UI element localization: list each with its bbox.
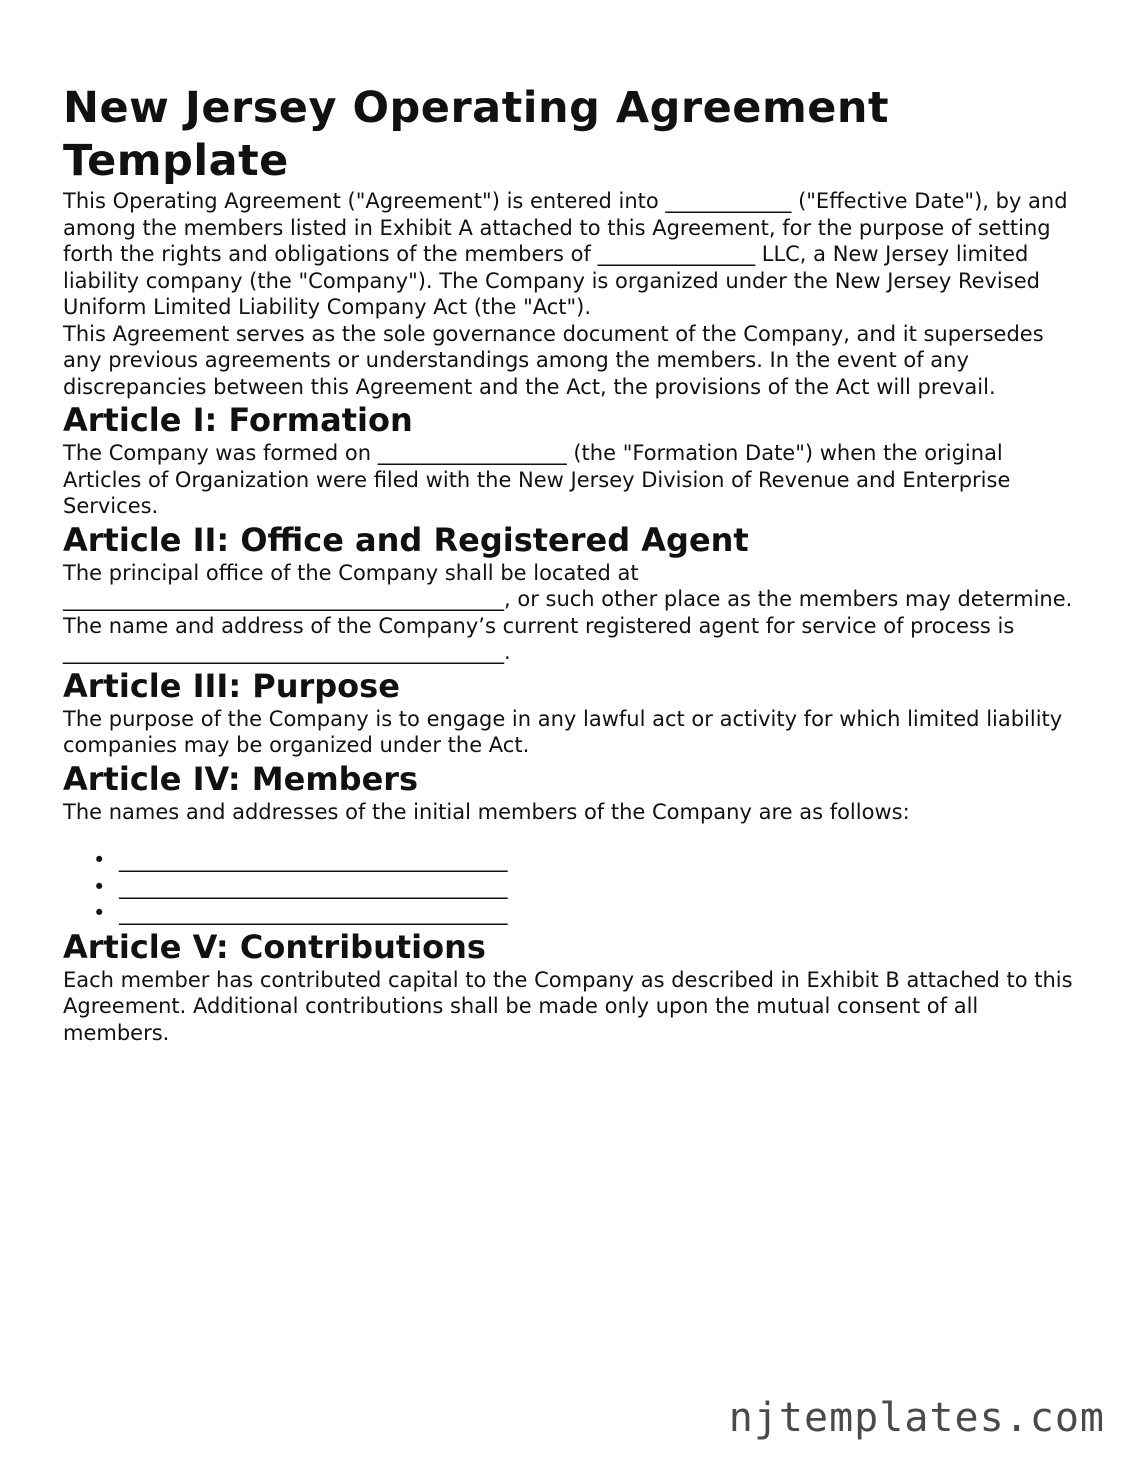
document-title: New Jersey Operating Agreement Template: [63, 83, 890, 186]
member-list-item: [93, 847, 1073, 874]
member-blank-line: _____________________________________: [119, 848, 508, 872]
article-body: Each member has contributed capital to the Company as described in Exhibit B attached to this Agreement. Additional contributions shall be made only upon the mutual consent of all members.: [63, 967, 1073, 1045]
member-list: [63, 847, 1073, 927]
article-members: [63, 759, 1073, 927]
article-heading: Article II: Office and Registered Agent: [63, 520, 749, 559]
article-formation: [63, 400, 1073, 520]
article-body: The purpose of the Company is to engage in any lawful act or activity for which limited liability companies may be organized under the Act.: [63, 706, 1063, 757]
article-office-agent: [63, 520, 1073, 666]
member-list-item: [93, 900, 1073, 927]
site-watermark: njtemplates.com: [728, 1395, 1105, 1441]
article-purpose: [63, 666, 1073, 759]
bullet-icon: •: [93, 848, 106, 872]
bullet-icon: •: [93, 874, 106, 899]
article-heading: Article IV: Members: [63, 759, 419, 798]
intro-paragraph-2: This Agreement serves as the sole governance document of the Company, and it supersedes any previous agreements or understandings among the members. In the event of any discrepancies between this Agreement and the Act, the provisions of the Act will prevail.: [63, 321, 1044, 399]
article-body: The names and addresses of the initial members of the Company are as follows:: [63, 799, 910, 824]
article-heading: Article III: Purpose: [63, 666, 400, 705]
intro-paragraph-1: This Operating Agreement ("Agreement") is entered into ____________ ("Effective Date"), by and among the members listed in Exhibit A attached to this Agreement, for the purpose of setting forth the rights and obligations of the members of _______________ LLC, a New Jersey limited liability company (the "Company"). The Company is organized under the New Jersey Revised Uniform Limited Liability Company Act (the "Act").: [63, 189, 1068, 319]
member-blank-line: _____________________________________: [119, 874, 508, 899]
document-page: [63, 0, 1073, 1046]
bullet-icon: •: [93, 901, 106, 925]
article-heading: Article V: Contributions: [63, 927, 486, 966]
article-heading: Article I: Formation: [63, 401, 413, 439]
article-contributions: [63, 927, 1073, 1047]
member-blank-line: _____________________________________: [119, 901, 508, 925]
member-list-item: [93, 874, 1073, 901]
article-body: The principal office of the Company shall be located at __________________________________________, or such other place as the members may determine. The name and address of the Company’s current registered agent for service of process is __________________________________________.: [63, 560, 1073, 664]
article-body: The Company was formed on __________________ (the "Formation Date") when the original Articles of Organization were filed with the New Jersey Division of Revenue and Enterprise Services.: [63, 441, 1011, 518]
